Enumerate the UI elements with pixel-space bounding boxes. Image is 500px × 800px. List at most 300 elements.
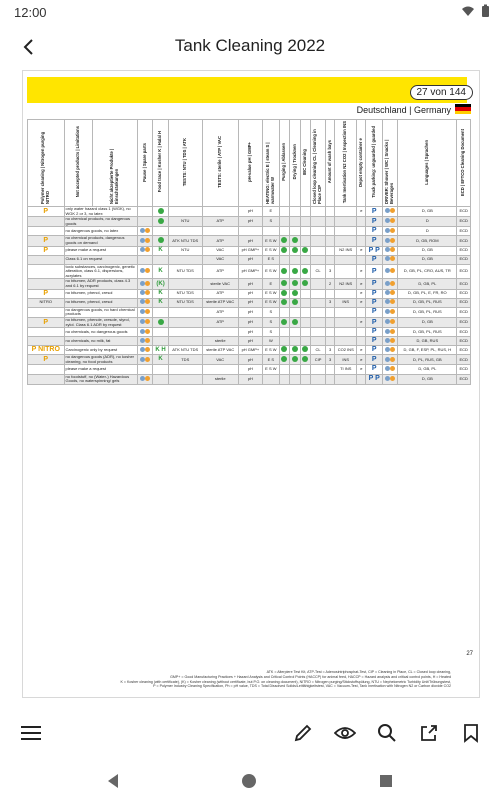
cell-heat: S — [262, 307, 279, 317]
cell-e — [357, 374, 366, 384]
cell-t2 — [202, 227, 238, 236]
cell-ecd: ECD — [457, 207, 471, 217]
column-header-label: Pause | Spare parts — [141, 142, 147, 182]
cell-food: K — [153, 289, 169, 298]
cell-heat: E S W — [262, 236, 279, 246]
cell-bays — [326, 337, 335, 346]
cell-e: e — [357, 289, 366, 298]
cell-driver — [383, 236, 398, 246]
cell-cl — [311, 236, 326, 246]
cell-e — [357, 217, 366, 227]
cell-ph: pH GMP+ — [238, 246, 262, 255]
cell-park: P — [366, 307, 383, 317]
page-indicator: 27 von 144 — [410, 85, 474, 100]
cell-t2: VAC — [202, 246, 238, 255]
cell-park: P — [366, 317, 383, 327]
column-header — [153, 120, 169, 207]
service-icon — [390, 357, 395, 362]
cell-heat: E — [262, 279, 279, 289]
cell-food — [153, 255, 169, 264]
cell-lang: D, GB — [398, 317, 457, 327]
cell-heat: E S W — [262, 289, 279, 298]
cell-t2: ATP — [202, 307, 238, 317]
cell-t2: ATP — [202, 289, 238, 298]
check-icon — [158, 237, 164, 243]
service-icon — [390, 309, 395, 314]
cell-t1 — [168, 279, 202, 289]
cell-ibc — [300, 355, 311, 365]
cell-dry — [290, 236, 301, 246]
cell-pause — [138, 217, 153, 227]
nav-recents-icon[interactable] — [379, 774, 393, 788]
cell-polymer — [28, 374, 65, 384]
service-icon — [390, 281, 395, 286]
check-icon — [281, 319, 287, 325]
cell-t1 — [168, 227, 202, 236]
eye-icon — [334, 725, 356, 741]
cell-bays — [326, 365, 335, 374]
cell-food: K H — [153, 346, 169, 355]
cell-heat: E S W — [262, 264, 279, 279]
cell-t1 — [168, 207, 202, 217]
column-header-label: TESTS: NTU | TDS | ATK — [181, 138, 187, 187]
table-row — [28, 355, 471, 365]
cell-ibc — [300, 317, 311, 327]
cell-purg — [279, 227, 290, 236]
cell-lang: D — [398, 217, 457, 227]
column-header-label: pH-value pH | GMP+ — [246, 142, 252, 183]
cell-heat: E S W — [262, 298, 279, 307]
cell-e: e — [357, 246, 366, 255]
cell-cl — [311, 307, 326, 317]
cell-dry — [290, 355, 301, 365]
cell-dry — [290, 307, 301, 317]
cell-ibc — [300, 246, 311, 255]
cell-bays: 3 — [326, 298, 335, 307]
cell-purg — [279, 317, 290, 327]
check-icon — [281, 356, 287, 362]
cell-heat: E S W — [262, 246, 279, 255]
cell-polymer — [28, 307, 65, 317]
cell-lang: D, GB — [398, 255, 457, 264]
service-icon — [145, 329, 150, 334]
cell-t2: sterile ATP VAC — [202, 346, 238, 355]
cell-e: e — [357, 317, 366, 327]
cell-park: P — [366, 255, 383, 264]
cell-ibc — [300, 264, 311, 279]
cell-polymer: P — [28, 289, 65, 298]
check-icon — [281, 247, 287, 253]
cell-heat: S — [262, 317, 279, 327]
cell-cl — [311, 374, 326, 384]
cell-t2: ATP — [202, 317, 238, 327]
cell-desc: no chemicals, no milk, fat — [64, 337, 138, 346]
cell-park: P — [366, 207, 383, 217]
cell-purg — [279, 346, 290, 355]
footnote-line: P = Polymer Industry Cleaning Specification, Ph = pH value, TDS = Total Dissolved Solids/Leitfähigkeitstest, VAC = Vacuum-Test, Tank Inertisation with Nitrogen N2 or Carbon dioxide CO2 — [153, 684, 451, 689]
cell-t1: NTU — [168, 217, 202, 227]
cell-polymer — [28, 337, 65, 346]
table-row — [28, 264, 471, 279]
cell-driver — [383, 317, 398, 327]
cell-heat: E — [262, 207, 279, 217]
check-icon — [158, 208, 164, 214]
cell-lang: D, GB, PL, E, FR, RO — [398, 289, 457, 298]
cell-ph: pH — [238, 298, 262, 307]
cell-park: P — [366, 346, 383, 355]
check-icon — [292, 247, 298, 253]
check-icon — [292, 237, 298, 243]
cell-driver — [383, 355, 398, 365]
service-icon — [390, 329, 395, 334]
cell-dry — [290, 264, 301, 279]
cell-park: P — [366, 227, 383, 236]
cell-bays — [326, 289, 335, 298]
cell-bays — [326, 255, 335, 264]
cell-driver — [383, 346, 398, 355]
footnote-line: ATK = Alterpiere Test Kit, ATP-Test = Adenosintriphosphat-Test, CIP = Cleaning in Place, CL = Closed loop cleaning, — [266, 670, 451, 675]
cell-pause — [138, 317, 153, 327]
cell-desc: please make a request — [64, 365, 138, 374]
cell-ibc — [300, 307, 311, 317]
cell-pause — [138, 207, 153, 217]
cell-cl: CL — [311, 346, 326, 355]
cell-ecd: ECD — [457, 255, 471, 264]
cell-desc: only water hazard class 1 (WGK), no WGK 2 or 3, no latex — [64, 207, 138, 217]
column-header — [202, 120, 238, 207]
cell-ph: pH — [238, 337, 262, 346]
cell-ph: pH GMP+ — [238, 264, 262, 279]
cell-t1 — [168, 317, 202, 327]
column-header — [290, 120, 301, 207]
cell-polymer — [28, 279, 65, 289]
column-header — [64, 120, 92, 207]
service-icon — [145, 268, 150, 273]
cell-t1 — [168, 337, 202, 346]
cell-pause — [138, 307, 153, 317]
cell-ibc — [300, 298, 311, 307]
cell-lang: D, GB, PL — [398, 365, 457, 374]
cell-ins — [335, 307, 357, 317]
cell-driver — [383, 217, 398, 227]
cleaning-stations-table — [27, 119, 471, 385]
cell-cl: CIP — [311, 355, 326, 365]
cell-ins — [335, 217, 357, 227]
cell-cl — [311, 207, 326, 217]
search-button[interactable] — [372, 718, 402, 748]
cell-dry — [290, 337, 301, 346]
footnote-line: GMP+ = Good Manufacturing Practices + Hazard Analysis and Critical Control Points (HACCP) for animal feed, HACCP = Hazard analysis and critical control points, H = Heated — [170, 674, 451, 679]
cell-food: K — [153, 264, 169, 279]
cell-t2: ATP — [202, 236, 238, 246]
system-nav-bar — [0, 762, 500, 800]
bookmark-icon — [463, 723, 479, 743]
cell-t2: sterile ATP VAC — [202, 298, 238, 307]
cell-bays — [326, 307, 335, 317]
cell-e: e — [357, 355, 366, 365]
cell-lang: D, GB, F, ESP, PL, RUS, H — [398, 346, 457, 355]
cell-heat: E S W — [262, 365, 279, 374]
cell-dry — [290, 365, 301, 374]
footnote — [53, 670, 451, 689]
cell-food — [153, 217, 169, 227]
nav-back-icon[interactable] — [106, 773, 120, 789]
cell-dry — [290, 279, 301, 289]
cell-heat: E S W — [262, 346, 279, 355]
cell-ibc — [300, 255, 311, 264]
cell-food — [153, 207, 169, 217]
cell-driver — [383, 365, 398, 374]
cell-ins — [335, 337, 357, 346]
service-icon — [390, 338, 395, 343]
cell-cl — [311, 246, 326, 255]
check-icon — [158, 319, 164, 325]
cell-purg — [279, 207, 290, 217]
cell-ecd: ECD — [457, 337, 471, 346]
service-icon — [390, 208, 395, 213]
cell-e — [357, 255, 366, 264]
cell-driver — [383, 337, 398, 346]
column-header — [326, 120, 335, 207]
cell-cl — [311, 317, 326, 327]
cell-driver — [383, 207, 398, 217]
check-icon — [292, 356, 298, 362]
cell-ecd: ECD — [457, 317, 471, 327]
cell-polymer: P — [28, 355, 65, 365]
service-icon — [145, 290, 150, 295]
cell-driver — [383, 328, 398, 337]
cell-bays: 2 — [326, 279, 335, 289]
cell-dry — [290, 289, 301, 298]
cell-bays — [326, 217, 335, 227]
cell-ecd: ECD — [457, 307, 471, 317]
cell-pause — [138, 365, 153, 374]
bookmark-button[interactable] — [456, 718, 486, 748]
cell-ibc — [300, 374, 311, 384]
cell-lang: D, GB — [398, 246, 457, 255]
column-header — [398, 120, 457, 207]
wifi-icon — [461, 4, 475, 18]
column-header-label: Drying | Trocknen — [291, 144, 297, 180]
column-header — [92, 120, 137, 207]
column-header-label: Truck parking: unguarded | guarded — [370, 126, 376, 198]
cell-food — [153, 374, 169, 384]
cell-dry — [290, 246, 301, 255]
service-icon — [390, 238, 395, 243]
check-icon — [281, 290, 287, 296]
table-row — [28, 317, 471, 327]
cell-t2: VAC — [202, 255, 238, 264]
check-icon — [281, 268, 287, 274]
cell-ph: pH — [238, 374, 262, 384]
cell-e — [357, 227, 366, 236]
column-header-label: TESTS: sterile | ATP | VAC — [216, 136, 222, 188]
yellow-header-bar — [27, 77, 467, 103]
service-icon — [390, 247, 395, 252]
check-icon — [158, 218, 164, 224]
check-icon — [292, 290, 298, 296]
cell-t2 — [202, 207, 238, 217]
cell-t1 — [168, 255, 202, 264]
table-row — [28, 207, 471, 217]
cell-purg — [279, 328, 290, 337]
cell-ph: pH — [238, 279, 262, 289]
cell-ins — [335, 255, 357, 264]
cell-polymer — [28, 227, 65, 236]
cell-t1: NTU — [168, 246, 202, 255]
cell-bays — [326, 246, 335, 255]
cell-pause — [138, 227, 153, 236]
cell-ins — [335, 328, 357, 337]
cell-pause — [138, 328, 153, 337]
cell-park: P P — [366, 374, 383, 384]
cell-ins: CO2 INS — [335, 346, 357, 355]
cell-dry — [290, 346, 301, 355]
cell-desc: no chemical products, no dangerous goods — [64, 217, 138, 227]
cell-ibc — [300, 236, 311, 246]
cell-ibc — [300, 346, 311, 355]
nav-home-icon[interactable] — [241, 773, 257, 789]
cell-pause — [138, 255, 153, 264]
column-header — [311, 120, 326, 207]
check-icon — [281, 280, 287, 286]
service-icon — [390, 376, 395, 381]
table-row — [28, 236, 471, 246]
cell-bays: 3 — [326, 355, 335, 365]
cell-heat: E S — [262, 255, 279, 264]
cell-heat: S — [262, 328, 279, 337]
cell-t1: NTU TDS — [168, 289, 202, 298]
service-icon — [390, 319, 395, 324]
cell-lang: D, GB — [398, 207, 457, 217]
cell-ecd: ECD — [457, 374, 471, 384]
column-header — [168, 120, 202, 207]
cell-pause — [138, 264, 153, 279]
column-header-label: IBC Cleaning — [302, 149, 308, 176]
cell-t2: VAC — [202, 355, 238, 365]
column-header — [262, 120, 279, 207]
menu-button[interactable] — [16, 718, 46, 748]
cell-lang: D, GB, PL, RUS — [398, 298, 457, 307]
cell-food: K — [153, 298, 169, 307]
cell-purg — [279, 236, 290, 246]
check-icon — [281, 299, 287, 305]
cell-lang: D, GB, PL, CRO, AUS, TR — [398, 264, 457, 279]
status-icons — [461, 4, 490, 18]
cell-cl — [311, 337, 326, 346]
cell-food: K — [153, 355, 169, 365]
cell-cl: CL — [311, 264, 326, 279]
cell-t1 — [168, 374, 202, 384]
battery-icon — [481, 4, 490, 18]
service-icon — [145, 309, 150, 314]
cell-e — [357, 236, 366, 246]
cell-ibc — [300, 207, 311, 217]
german-flag-icon — [455, 104, 471, 114]
cell-desc: no bitumen, phenole, cresole, styrol, xylol. Class 6.1 ADR by request — [64, 317, 138, 327]
cell-park: P P — [366, 246, 383, 255]
view-button[interactable] — [330, 718, 360, 748]
cell-ibc — [300, 289, 311, 298]
cell-driver — [383, 264, 398, 279]
cell-purg — [279, 246, 290, 255]
check-icon — [281, 346, 287, 352]
cell-ibc — [300, 227, 311, 236]
cell-t1: ATK NTU TDS — [168, 236, 202, 246]
cell-food — [153, 317, 169, 327]
search-icon — [377, 723, 397, 743]
cell-driver — [383, 289, 398, 298]
column-header-label: DRIVER: Shower | WC | Snacks | Beverages — [384, 139, 395, 205]
cell-t1: NTU TDS — [168, 264, 202, 279]
cell-pause — [138, 337, 153, 346]
cell-ph: pH — [238, 365, 262, 374]
column-header — [300, 120, 311, 207]
cell-park: P — [366, 365, 383, 374]
check-icon — [292, 346, 298, 352]
cell-pause — [138, 236, 153, 246]
cell-ecd: ECD — [457, 298, 471, 307]
cell-food — [153, 236, 169, 246]
cell-ecd: ECD — [457, 217, 471, 227]
cell-polymer — [28, 328, 65, 337]
cell-t1: NTU TDS — [168, 298, 202, 307]
cell-ins — [335, 374, 357, 384]
cell-pause — [138, 279, 153, 289]
cell-ins — [335, 289, 357, 298]
cell-polymer: P — [28, 236, 65, 246]
cell-desc: Class 6.1 on request — [64, 255, 138, 264]
check-icon — [292, 319, 298, 325]
cell-ecd: ECD — [457, 246, 471, 255]
cell-driver — [383, 246, 398, 255]
table-row — [28, 255, 471, 264]
service-icon — [145, 376, 150, 381]
country-label: Deutschland | Germany — [356, 105, 451, 115]
service-icon — [145, 281, 150, 286]
cell-park: P — [366, 328, 383, 337]
cell-ins — [335, 236, 357, 246]
edit-button[interactable] — [288, 718, 318, 748]
document-page[interactable] — [22, 70, 480, 698]
service-icon — [145, 247, 150, 252]
cell-t1 — [168, 365, 202, 374]
cell-ins — [335, 264, 357, 279]
cell-ibc — [300, 365, 311, 374]
table-row — [28, 246, 471, 255]
cell-ins: INS — [335, 298, 357, 307]
cell-ph: pH — [238, 255, 262, 264]
cell-cl — [311, 279, 326, 289]
cell-heat — [262, 374, 279, 384]
cell-lang: D, GB, ROM — [398, 236, 457, 246]
cell-dry — [290, 317, 301, 327]
cell-dry — [290, 255, 301, 264]
check-icon — [302, 268, 308, 274]
table-row — [28, 365, 471, 374]
cell-purg — [279, 307, 290, 317]
cell-t1: TDS — [168, 355, 202, 365]
cell-t2 — [202, 328, 238, 337]
cell-desc: no chemical products, dangerous goods on demand — [64, 236, 138, 246]
check-icon — [302, 346, 308, 352]
cell-purg — [279, 279, 290, 289]
page-number: 27 — [466, 651, 473, 657]
service-icon — [145, 228, 150, 233]
share-button[interactable] — [414, 718, 444, 748]
cell-desc: no bitumen, ADR products, class 4.3 and 6.1 by request — [64, 279, 138, 289]
cell-ph: pH — [238, 328, 262, 337]
